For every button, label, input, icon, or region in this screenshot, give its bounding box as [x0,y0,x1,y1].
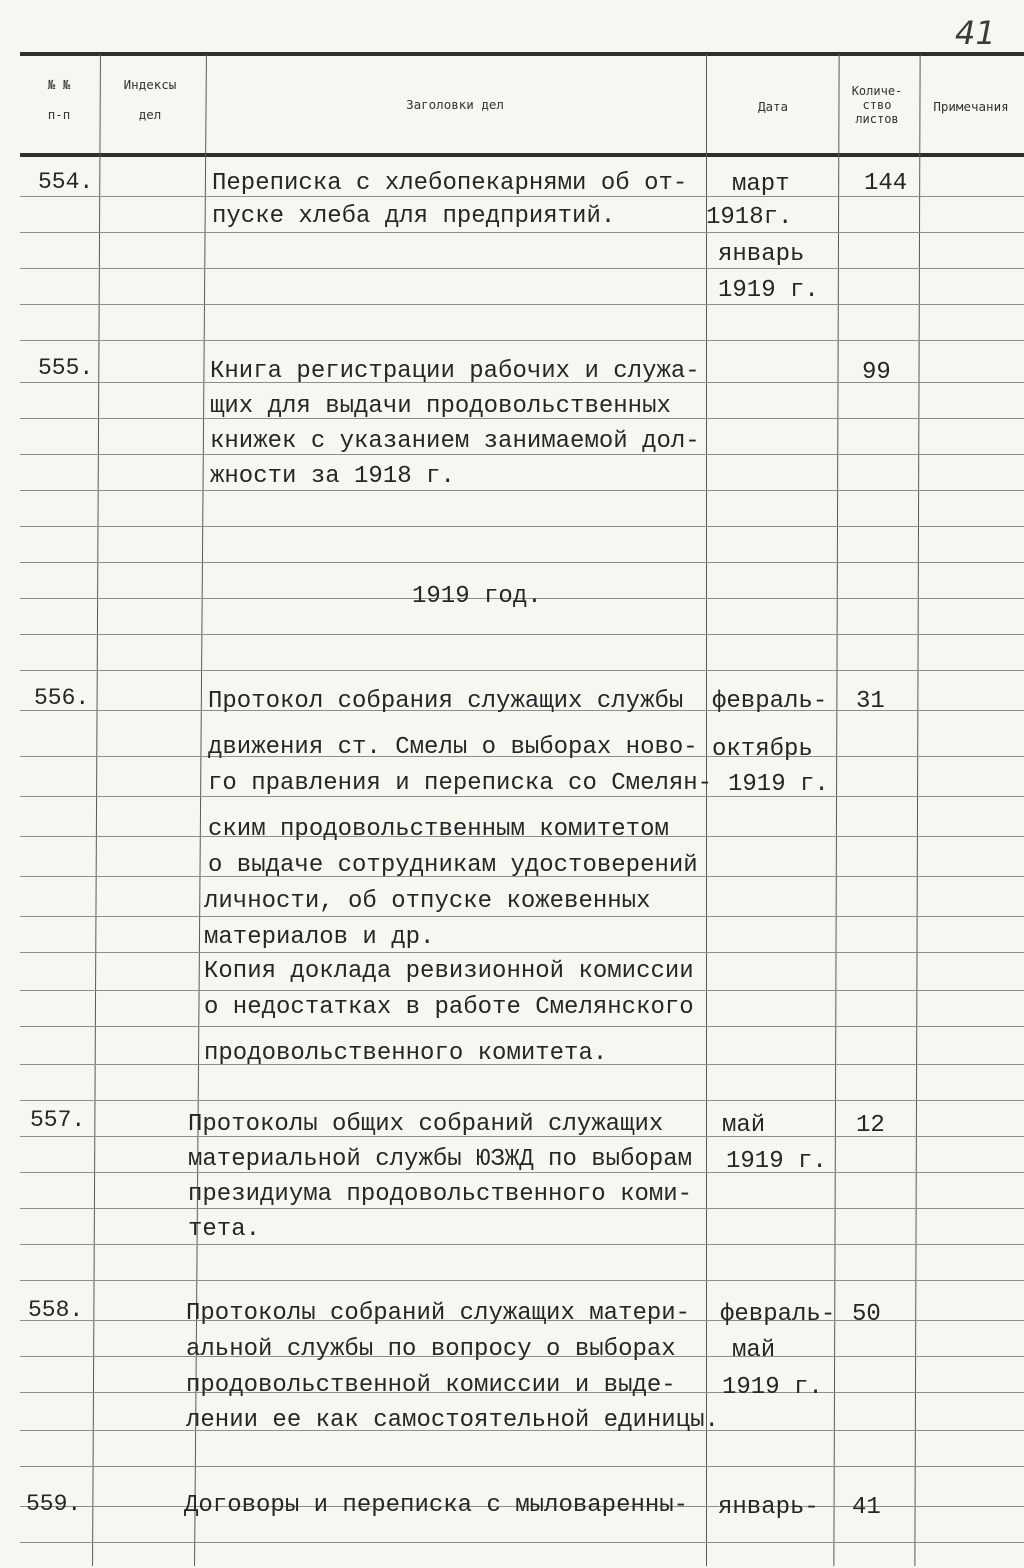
entry-date-line: 1919 г. [722,1374,823,1401]
entry-date-line: январь- [718,1494,819,1521]
header-col-num-line1: № № [47,77,71,92]
ruled-line [20,916,1024,917]
entry-number: 557. [30,1107,86,1133]
section-year-heading: 1919 год. [412,583,542,610]
ruled-line [20,634,1024,635]
entry-sheet-count: 50 [852,1301,881,1328]
entry-title-line: материалов и др. [204,924,435,951]
entry-date-line: 1919 г. [728,771,829,798]
entry-number: 559. [26,1491,82,1517]
entry-title-line: го правления и переписка со Смелян- [208,770,713,797]
ruled-line [20,670,1024,671]
entry-title-line: Книга регистрации рабочих и служа- [210,358,700,385]
ruled-line [20,1208,1024,1209]
header-col-notes: Примечания [933,99,1009,114]
entry-sheet-count: 99 [862,359,891,386]
entry-title-line: Копия доклада ревизионной комиссии [204,958,694,985]
entry-sheet-count: 31 [856,688,885,715]
entry-title-line: продовольственной комиссии и выде- [186,1372,676,1399]
header-col-count [836,84,918,126]
header-col-count-line2: ство [862,98,892,112]
entry-title-line: Переписка с хлебопекарнями об от- [212,170,688,197]
ruled-line [20,232,1024,233]
header-col-num-line2: п-п [47,107,71,122]
entry-date-line: 1919 г. [718,277,819,304]
header-col-index-line1: Индексы [123,77,177,92]
entry-title-line: ским продовольственным комитетом [208,816,669,843]
header-col-date: Дата [757,99,789,114]
ruled-line [20,1026,1024,1027]
header-col-title: Заголовки дел [406,97,504,112]
entry-title-line: Протокол собрания служащих службы [208,688,684,715]
entry-title-line: тета. [188,1216,261,1243]
ruled-line [20,990,1024,991]
header-col-num [20,76,98,124]
entry-date-line: 1919 г. [726,1148,827,1175]
entry-date-line: май [732,1337,776,1364]
entry-date-line: май [722,1112,766,1139]
entry-title-line: движения ст. Смелы о выборах ново- [208,734,698,761]
header-bottom-rule [20,153,1024,157]
ruled-line [20,1244,1024,1245]
entry-title-line: лении ее как самостоятельной единицы. [186,1407,719,1434]
ruled-line [20,1466,1024,1467]
entry-title-line: о выдаче сотрудникам удостоверений [208,852,698,879]
entry-date-line: февраль- [720,1301,836,1328]
entry-date-line: февраль- [712,688,828,715]
header-col-index [98,76,202,124]
entry-date-line: 1918г. [706,204,793,231]
column-divider [706,54,707,1566]
header-top-rule [20,52,1024,56]
entry-title-line: Договоры и переписка с мыловаренны- [184,1492,689,1519]
ruled-line [20,562,1024,563]
entry-title-line: книжек с указанием занимаемой дол- [210,428,700,455]
ruled-line [20,1542,1024,1543]
column-divider [833,54,839,1566]
entry-title-line: жности за 1918 г. [210,463,455,490]
entry-title-line: Протоколы собраний служащих матери- [186,1300,691,1327]
entry-title-line: материальной службы ЮЗЖД по выборам [188,1146,693,1173]
header-col-count-line3: листов [855,112,899,126]
header-col-count-line1: Количе- [851,84,903,98]
entry-sheet-count: 12 [856,1112,885,1139]
ruled-line [20,952,1024,953]
ruled-line [20,340,1024,341]
entry-title-line: личности, об отпуске кожевенных [204,888,651,915]
entry-date-line: октябрь [712,736,813,763]
ruled-line [20,304,1024,305]
entry-title-line: щих для выдачи продовольственных [210,393,671,420]
header-col-index-line2: дел [138,107,162,122]
entry-date-line: март [732,171,790,198]
page-number: 41 [955,14,996,52]
entry-number: 558. [28,1297,84,1323]
column-divider [914,54,920,1566]
ruled-line [20,268,1024,269]
entry-title-line: продовольственного комитета. [204,1040,608,1067]
entry-title-line: о недостатках в работе Смелянского [204,994,694,1021]
entry-number: 556. [34,685,90,711]
entry-title-line: Протоколы общих собраний служащих [188,1111,664,1138]
entry-date-line: январь [718,241,805,268]
ruled-line [20,1100,1024,1101]
column-divider [92,54,101,1566]
entry-sheet-count: 144 [864,170,908,197]
ruled-line [20,526,1024,527]
entry-sheet-count: 41 [852,1494,881,1521]
entry-title-line: президиума продовольственного коми- [188,1181,693,1208]
entry-title-line: пуске хлеба для предприятий. [212,203,616,230]
ruled-line [20,1280,1024,1281]
ruled-line [20,490,1024,491]
entry-number: 555. [38,355,94,381]
entry-title-line: альной службы по вопросу о выборах [186,1336,676,1363]
entry-number: 554. [38,169,94,195]
